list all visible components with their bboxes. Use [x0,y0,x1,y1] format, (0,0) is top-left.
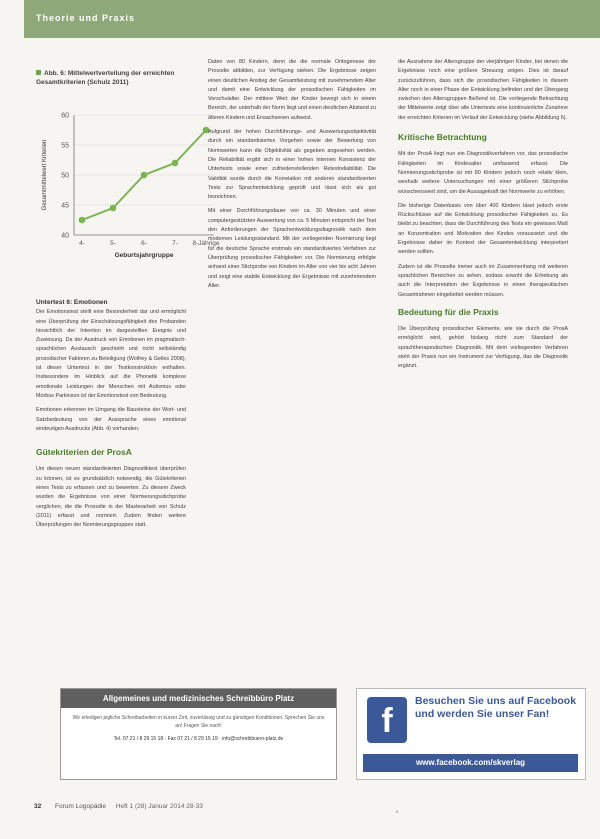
column-3 [398,58,568,377]
x-tick-label: 5- [110,240,116,247]
data-point [141,172,148,179]
y-tick-label: 55 [61,142,69,150]
figure-caption [36,70,196,88]
caption-marker-icon [36,70,41,75]
section-header: Theorie und Praxis [36,13,136,23]
x-tick-label: 4- [79,240,85,247]
ad-promo-text: Besuchen Sie uns auf Facebook und werden Sie unser Fan! [415,695,577,720]
paragraph: Mit einer Durchführungsdauer von ca. 30 Minuten und einer computergestützten Auswertung von ca. 5 Minuten entspricht der Test den Anforderungen der Sprachentwicklungsdiagnostik nach dem modernen Leistungsstandard. Mit der vorliegenden Normierung liegt für die deutsche Sprache erstmals ein standardisiertes Verfahren zur Überprüfung prosodischer Fähigkeiten vor. Die Normierung erfolgte anhand einer Stichprobe von Kindern im Alter von vier bis acht Jahren und zeigt eine stabile Entwicklung der Ergebnisse mit zunehmendem Alter. [208,208,376,289]
heading-bedeutung-praxis: Bedeutung für die Praxis [398,306,499,317]
heading-guetekriterien: Gütekriterien der ProsA [36,447,132,458]
column-2 [208,58,376,296]
ad-facebook[interactable] [356,688,586,780]
x-tick-label: 7- [172,240,178,247]
subheading-emotionen: Untertest 6: Emotionen [36,299,108,306]
page-footer [34,803,203,810]
line-chart [34,100,224,270]
facebook-logo-icon: f [367,697,407,743]
paragraph: Zudem ist die Prosodie immer auch im Zusammenhang mit weiteren sprachlichen Bereichen zu sehen, sodass sowohl die Erhebung als auch die Interpretation der Ergebnisse in einen therapeutischen Gesamtrahmen eingebettet werden müssen. [398,263,568,298]
paragraph: Der Emotionstest stellt eine Besonderheit dar und ermöglicht eine Überprüfung der Einschätzungsfähigkeit des Probanden hinsichtlich der Intention im dargestellten Ereignis und Zuweisung. Da der Ausdruck von Emotionen im pragmatisch-sprachlichen Austausch geschieht und nicht selbständig prosodischer Faktoren zu Beteiligung (Wolfrey & Gelles 2008), ist dieser Untertest in der Testkonstruktion enthalten. Insbesondere im Hinblick auf die Phonetik komplexe emotionale Leistungen der Menschen mit Autismus oder Morbus Parkinson ist der Emotionstest von Bedeutung. [36,309,186,399]
paragraph: Um diesen neuen standardisierten Diagnostiktest überprüfen zu können, ist es grundsätzlich notwendig, die Gütekriterien eines Tests zu erfassen und zu bewerten. Zu diesem Zweck wurden die Ergebnisse von einer Normierungsstichprobe verglichen, die die Prosodie in der Masterarbeit von Schulz (2011) erfasst und normiert. Zudem finden weitere Überprüfungen der Normierungsgruppen statt. [36,466,186,529]
heading-kritische-betrachtung: Kritische Betrachtung [398,132,487,143]
paragraph: Die bisherige Datenbasis von über 400 Kindern lässt jedoch erste Rückschlüsse auf die Entwicklung prosodischer Fähigkeiten zu. Es bleibt zu beachten, dass die Durchführung des Tests ein gewisses Maß an Konzentration und Motivation des Kindes voraussetzt und die Ergebnisse daher im Kontext der Gesamtentwicklung interpretiert werden sollten. [398,202,568,256]
y-tick-label: 40 [61,232,69,240]
data-point [79,217,86,224]
data-point [172,160,179,167]
ad-title: Allgemeines und medizinisches Schreibbüro Platz [61,689,336,708]
y-axis-label: Gesamtmittelwert Kriterien [42,139,48,211]
ad-contact: Tel. 07 21 / 8 29 15 18 · Fax 07 21 / 8 29 15 19 · info@schreibbuero-platz.de [113,736,284,742]
ad-schreibbuero[interactable] [60,688,337,780]
y-tick-label: 60 [61,112,69,120]
paragraph: die Ausnahme der Altersgruppe der vierjährigen Kinder, bei denen die Ergebnisse noch eine größere Streuung zeigen. Dies ist darauf zurückzuführen, dass sich die prosodischen Fähigkeiten in diesem Alter noch in einer Phase der Entwicklung befinden und der Übergang zwischen den Altersgruppen fließend ist. Die vorliegende Betrachtung der Mittelwerte zeigt über alle Untertests eine kontinuierliche Zunahme der erreichten Kriterien im Verlauf der Entwicklung (siehe Abbildung 6). [398,59,568,121]
issue-info: Heft 1 (28) Januar 2014 28-33 [115,803,203,810]
paragraph: Mit der ProsA liegt nun ein Diagnostikverfahren vor, das prosodische Fähigkeiten im Kindesalter umfassend erfasst. Die Normierungsstichprobe ist mit 80 Kindern jedoch noch relativ klein, weshalb weitere Untersuchungen mit einer größeren Stichprobe wünschenswert sind, um die Aussagekraft der Normwerte zu erhöhen. [398,151,568,195]
paragraph: Emotionen erkennen im Umgang die Bausteine der Wort- und Satzbedeutung von der Aussprache eines emotional eindeutigen Ausdrucks (Abb. 4) vorhanden. [36,407,186,432]
footer-dot-icon: • [396,810,399,816]
data-point [110,205,117,212]
y-tick-label: 45 [61,202,69,210]
y-tick-label: 50 [61,172,69,180]
journal-name: Forum Logopädie [55,803,106,810]
paragraph: Daten von 80 Kindern, denn die die normale Ontogenese der Prosodie abbilden, zur Verfügung stehen. Die Ergebnisse zeigen einen deutlichen Anstieg der Gesamtleistung mit zunehmendem Alter und damit eine Entwicklung der prosodischen Fähigkeiten im Vorschulalter. Der mittlere Wert der Kinder bewegt sich in einem Bereich, der unterhalb der Norm liegt und einen deutlichen Abstand zu älteren Kindern und Erwachsenen aufweist. [208,59,376,121]
column-1 [36,298,186,536]
facebook-link[interactable]: www.facebook.com/skverlag [363,754,578,772]
caption-text: Abb. 6: Mittelwertverteilung der erreichten Gesamtkriterien (Schulz 2011) [36,70,175,86]
ad-body: Wir erledigen jegliche Schreibarbeiten in kurzer Zeit, zuverlässig und zu günstigen Konditionen. Sprechen Sie uns an! Fragen Sie nach! [72,715,325,729]
paragraph: Aufgrund der hohen Durchführungs- und Auswertungsobjektivität durch ein standardisiertes Vorgehen sowie der Bewertung von Normwerten kann die Objektivität als gegeben angesehen werden. Die Reliabilität ergibt sich in einer hohen internen Konsistenz der Untertests sowie einer zufriedenstellenden Retestreliabilität. Die Validität wurde durch die Korrelation mit anderen standardisierten Tests zur Sprachentwicklung geprüft und lässt sich als gut bezeichnen. [208,129,376,201]
x-tick-label: 6- [141,240,147,247]
page-number: 32 [34,803,42,810]
paragraph: Die Überprüfung prosodischer Elemente, wie sie durch die ProsA ermöglicht wird, gehört bislang nicht zum Standard der sprachtherapeutischen Diagnostik. Mit dem vorliegenden Verfahren steht der Praxis nun ein Instrument zur Verfügung, das die Diagnostik ergänzt. [398,326,568,370]
x-tick-label: 8-Jährige [192,240,220,247]
x-axis-label: Geburtsjahrgruppe [114,252,174,259]
